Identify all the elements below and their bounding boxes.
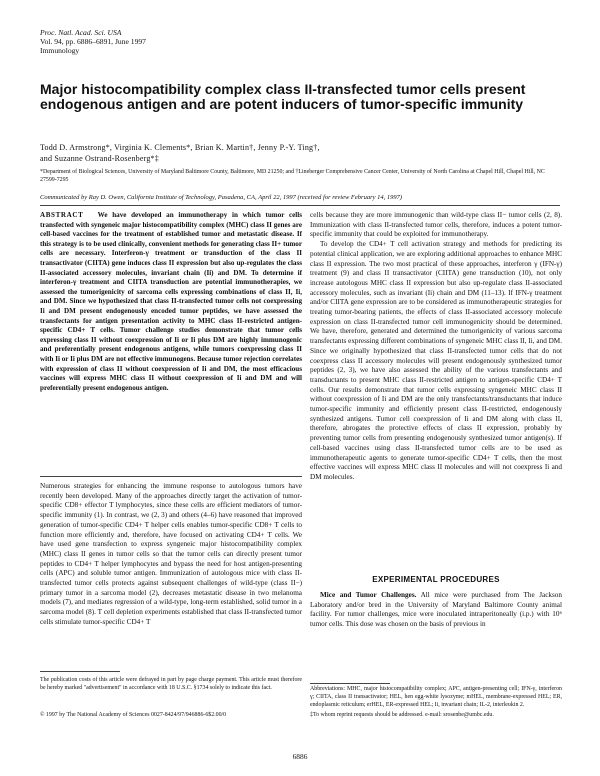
- header-divider: [40, 205, 560, 206]
- methods-heading: EXPERIMENTAL PROCEDURES: [372, 575, 500, 584]
- journal-name: Proc. Natl. Acad. Sci. USA: [40, 28, 122, 37]
- journal-volume: Vol. 94, pp. 6886–6891, June 1997: [40, 37, 146, 47]
- right-paragraph-1: cells because they are more immunogenic than wild-type class II− tumor cells (2, 8). Immunization with class II-transfected tumor cells, therefore, induces a potent tumor-specific immunity that could be exploited for immunotherapy.: [310, 211, 562, 239]
- methods-text: All mice were purchased from The Jackson Laboratory and/or bred in the University of Maryland Baltimore County animal facility. For tumor challenges, mice were inoculated intraperitoneally (i.p.) with 10⁶ tumor cells. This dose was chosen on the basis of previous in: [310, 591, 562, 629]
- affiliations: *Department of Biological Sciences, University of Maryland Baltimore County, Baltimore, MD 21250; and †Lineberger Comprehensive Cancer Center, University of North Carolina at Chapel Hill, Chapel Hill, NC 27599-7295: [40, 169, 545, 183]
- intro-paragraph: Numerous strategies for enhancing the immune response to autologous tumors have recently been developed. Many of the approaches directly target the activation of tumor-specific CD8+ effector T lymphocytes, since these cells are efficient mediators of tumor-specific immunity (1). In contrast, we (2, 3) and others (4–6) have reasoned that improved generation of tumor-specific CD4+ T helper cells enables tumor-specific CD8+ T cells to function more efficiently and, therefore, have focused on activating CD4+ T cells. We have used gene transfection to express syngeneic major histocompatibility complex (MHC) class II genes in tumor cells so that the tumor cells can directly present tumor peptides to CD4+ T helper lymphocytes and bypass the need for host antigen-presenting cells (APC) and soluble tumor antigen. Immunization of autologous mice with class II-transfected tumor cells protects against subsequent challenges of wild-type (class II−) primary tumor in a sarcoma model (2), decreases metastatic disease in two melanoma models (7), and mediates regression of a wild-type, long-term established, solid tumor in a sarcoma model (8). T cell depletion experiments established that class II-transfected tumor cells stimulate tumor-specific CD4+ T: [40, 482, 302, 626]
- footnotes-right: [310, 686, 562, 720]
- methods-subheading: Mice and Tumor Challenges.: [320, 591, 417, 599]
- right-column-body: [310, 211, 562, 483]
- page-charge-footnote: The publication costs of this article were defrayed in part by page charge payment. This article must therefore be hereby marked "advertisement" in accordance with 18 U.S.C. §1734 solely to indicate this fact.: [40, 677, 302, 691]
- copyright-notice: © 1997 by The National Academy of Sciences 0027-8424/97/946886-6$2.00/0: [40, 712, 227, 718]
- methods-body: [310, 591, 562, 630]
- footnote-divider-right: [310, 683, 390, 684]
- abstract: [40, 211, 302, 393]
- abstract-text: We have developed an immunotherapy in which tumor cells transfected with syngeneic major histocompatibility complex (MHC) class II genes are cell-based vaccines for the treatment of established tumor and metastatic disease. If this strategy is to be used clinically, convenient methods for generating class II+ tumor cells are necessary. Interferon-γ treatment or transduction of the class II transactivator (CIITA) gene induces class II expression but also up-regulates the class II-associated accessory molecules, invariant chain (Ii) and DM. To determine if interferon-γ treatment and CIITA transduction are potential immunotherapies, we assessed the tumorigenicity of sarcoma cells expressing combinations of class II, Ii, and DM. Since we hypothesized that class II-transfected tumor cells not coexpressing Ii and DM present endogenously encoded tumor peptides, we have assessed the transfectants for antigen presentation activity to MHC class II-restricted antigen-specific CD4+ T cells. Tumor challenge studies demonstrate that tumor cells expressing class II without coexpression of Ii or Ii plus DM are highly immunogenic and preferentially present endogenous antigens, while tumors coexpressing class II with Ii or Ii plus DM are not effective immunogens. Because tumor rejection correlates with expression of class II without coexpression of Ii and DM, the most efficacious vaccines will express MHC class II without coexpression of Ii and DM and will preferentially present endogenous antigen.: [40, 211, 303, 392]
- journal-section: Immunology: [40, 46, 80, 56]
- authors-line-1: Todd D. Armstrong*, Virginia K. Clements*, Brian K. Martin†, Jenny P.-Y. Ting†,: [40, 143, 320, 152]
- author-list: [40, 142, 540, 164]
- communicated-by: Communicated by Ray D. Owen, California Institute of Technology, Pasadena, CA, April 22, 1997 (received for review February 14, 1997): [40, 194, 403, 201]
- page-number: 6886: [292, 752, 308, 761]
- correspondence-footnote: ‡To whom reprint requests should be addressed. e-mail: srosenbe@umbc.edu.: [310, 712, 494, 719]
- footnote-divider-left: [40, 671, 120, 672]
- article-title: Major histocompatibility complex class II-transfected tumor cells present endogenous antigen and are potent inducers of tumor-specific immunity: [40, 81, 526, 113]
- introduction: [40, 482, 302, 628]
- abstract-label: ABSTRACT: [40, 211, 84, 219]
- abbreviations-footnote: Abbreviations: MHC, major histocompatibility complex; APC, antigen-presenting cell; IFN-γ, interferon γ; CIITA, class II transactivator; HEL, hen egg-white lysozyme; mHEL, membrane-expressed HEL; ER, endoplasmic reticulum; erHEL, ER-expressed HEL; Ii, invariant chain; IL-2, interleukin 2.: [310, 686, 562, 708]
- right-paragraph-2: To develop the CD4+ T cell activation strategy and methods for predicting its potential clinical application, we are exploring additional approaches to enhance MHC class II expression. The two most practical of these approaches, interferon γ (IFN-γ) treatment (9) and class II transactivator (CIITA) gene transduction (10), not only increase autologous MHC class II expression but also up-regulate class II-associated accessory molecules, such as invariant (Ii) chain and DM (11–13). If IFN-γ treatment and/or CIITA gene expression are to be considered as immunotherapeutic strategies for treating tumor-bearing patients, the effects of class II-associated accessory molecule expression on class II-transfected tumor cell immunogenicity should be determined. We have, therefore, generated and determined the tumorigenicity of various sarcoma transfectants expressing different combinations of syngeneic MHC class II, Ii, and DM. Since we originally hypothesized that class II-transfected tumor cells that do not coexpress class II accessory molecules will present endogenously synthesized tumor peptides (2, 3), we have also assessed the ability of the various transfectants and transductants to present MHC class II-restricted antigen to antigen-specific CD4+ T cells. Our results demonstrate that tumor cells expressing syngeneic MHC class II without coexpression of Ii and DM are the only transfectants/transductants that induce tumor-specific immunity and efficiently present class II-restricted, endogenously synthesized antigens. Tumor cell coexpression of Ii and DM along with class II, therefore, abrogates the protective effects of class II expression, probably by preventing tumor cells from presenting endogenously synthesized tumor antigen(s). If cell-based vaccines using class II-transfected tumor cells are to be used as immunotherapeutic agents to generate tumor-specific CD4+ T cells, then the most effective vaccines will express MHC class II molecules and will not coexpress Ii and DM molecules.: [310, 240, 562, 481]
- journal-header: [40, 28, 146, 56]
- authors-line-2: and Suzanne Ostrand-Rosenberg*‡: [40, 154, 159, 163]
- abstract-divider: [40, 476, 302, 477]
